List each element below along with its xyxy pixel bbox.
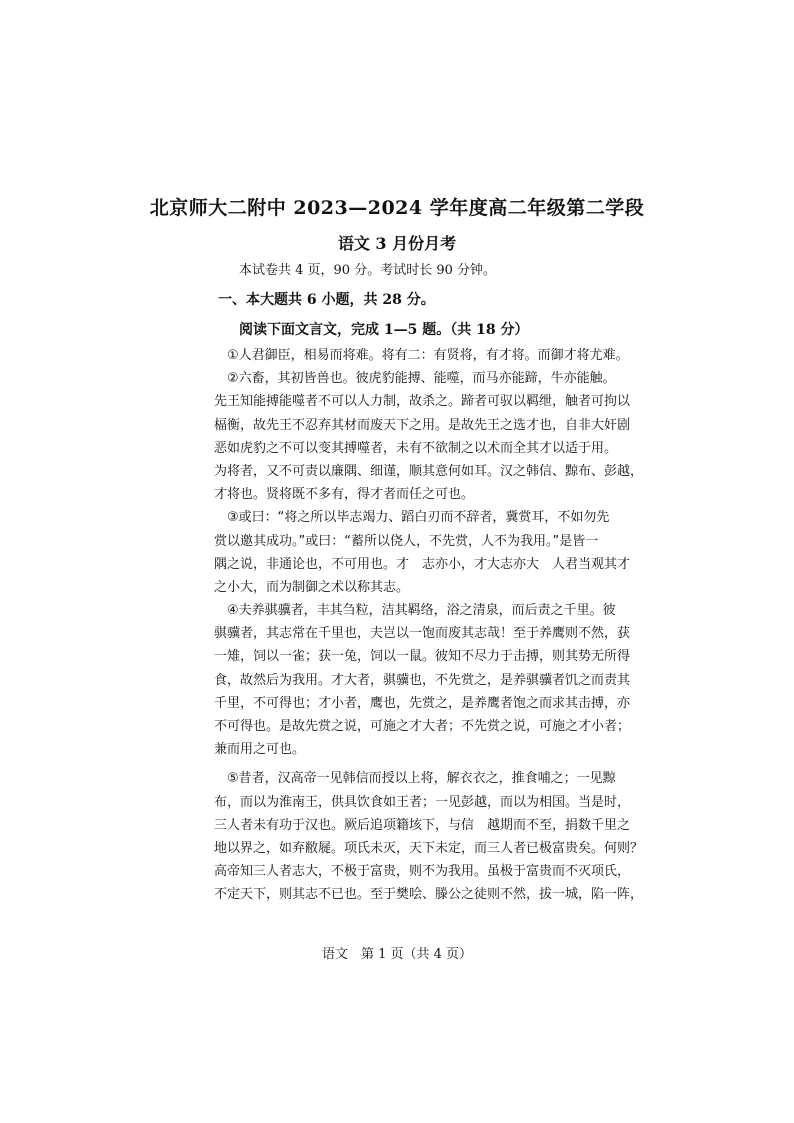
passage-line: 为将者，又不可责以廉隅、细谨，顺其意何如耳。汉之韩信、黥布、彭越，: [214, 463, 644, 479]
passage-line: 兼而用之可也。: [214, 742, 306, 758]
passage-line: ⑤昔者，汉高帝一见韩信而授以上将，解衣衣之，推食哺之；一见黥: [214, 771, 616, 787]
passage-line: 楅衡，故先王不忍弃其材而废天下之用。是故先王之选才也，自非大奸剧: [214, 417, 631, 433]
exam-subtitle: 语文 3 月份月考: [337, 234, 457, 253]
passage-line: 之小大，而为制御之术以称其志。: [214, 579, 410, 595]
passage-line: 不可得也。是故先赏之说，可施之才大者；不先赏之说，可施之才小者；: [214, 719, 631, 734]
section-heading: 一、本大题共 6 小题，共 28 分。: [218, 292, 435, 308]
passage-line: 千里，不可得也；才小者，鹰也，先赏之，是养鹰者饱之而求其击搏，亦: [214, 695, 631, 711]
passage-line: 先王知能搏能噬者不可以人力制，故杀之。蹄者可驭以羁绁，触者可拘以: [214, 394, 631, 410]
passage-text: [214, 344, 644, 907]
passage-line: 地以界之，如弃敝屣。项氏未灭，天下未定，而三人者已极富贵矣。何则？: [214, 840, 644, 856]
passage-line: 高帝知三人者志大，不极于富贵，则不为我用。虽极于富贵而不灭项氏，: [214, 864, 631, 880]
passage-line: 一雉，饲以一雀；获一兔，饲以一鼠。彼知不尽力于击搏，则其势无所得: [214, 649, 631, 665]
passage-line: ②六畜，其初皆兽也。彼虎豹能搏、能噬，而马亦能蹄，牛亦能触。: [214, 371, 616, 387]
passage-line: 不定天下，则其志不已也。至于樊哙、滕公之徒则不然，拔一城，陷一阵，: [214, 887, 644, 903]
passage-line: 才将也。贤将既不多有，得才者而任之可也。: [214, 487, 475, 503]
exam-info: 本试卷共 4 页，90 分。考试时长 90 分钟。: [239, 263, 497, 278]
page-footer: 语文 第 1 页（共 4 页）: [321, 947, 473, 962]
exam-title: 北京师大二附中 2023—2024 学年度高二年级第二学段: [149, 197, 645, 219]
passage-line: 三人者未有功于汉也。厥后追项籍垓下，与信 越期而不至，捐数千里之: [214, 817, 631, 833]
passage-line: 骐骥者，其志常在千里也，夫岂以一饱而废其志哉！至于养鹰则不然，获: [214, 626, 631, 642]
passage-line: ③或曰：“将之所以毕志竭力、蹈白刃而不辞者，冀赏耳，不如勿先: [214, 510, 610, 526]
passage-line: 布，而以为淮南王，供具饮食如王者；一见彭越，而以为相国。当是时，: [214, 794, 631, 810]
reading-instruction: 阅读下面文言文，完成 1—5 题。（共 18 分）: [239, 322, 529, 338]
passage-line: ①人君御臣，相易而将难。将有二：有贤将，有才将。而御才将尤难。: [214, 348, 629, 363]
passage-line: 赏以邀其成功。”或曰：“蓄所以侥人，不先赏，人不为我用。”是皆一: [214, 533, 599, 549]
passage-line: 食，故然后为我用。才大者，骐骥也，不先赏之，是养骐骥者饥之而责其: [214, 672, 631, 688]
passage-line: 隅之说，非通论也，不可用也。才 志亦小，才大志亦大 人君当观其才: [214, 556, 631, 572]
passage-line: ④夫养骐骥者，丰其刍粒，洁其羁络，浴之清泉，而后责之千里。彼: [214, 603, 616, 619]
passage-line: 恶如虎豹之不可以变其搏噬者，未有不欲制之以术而全其才以适于用。: [214, 440, 618, 456]
